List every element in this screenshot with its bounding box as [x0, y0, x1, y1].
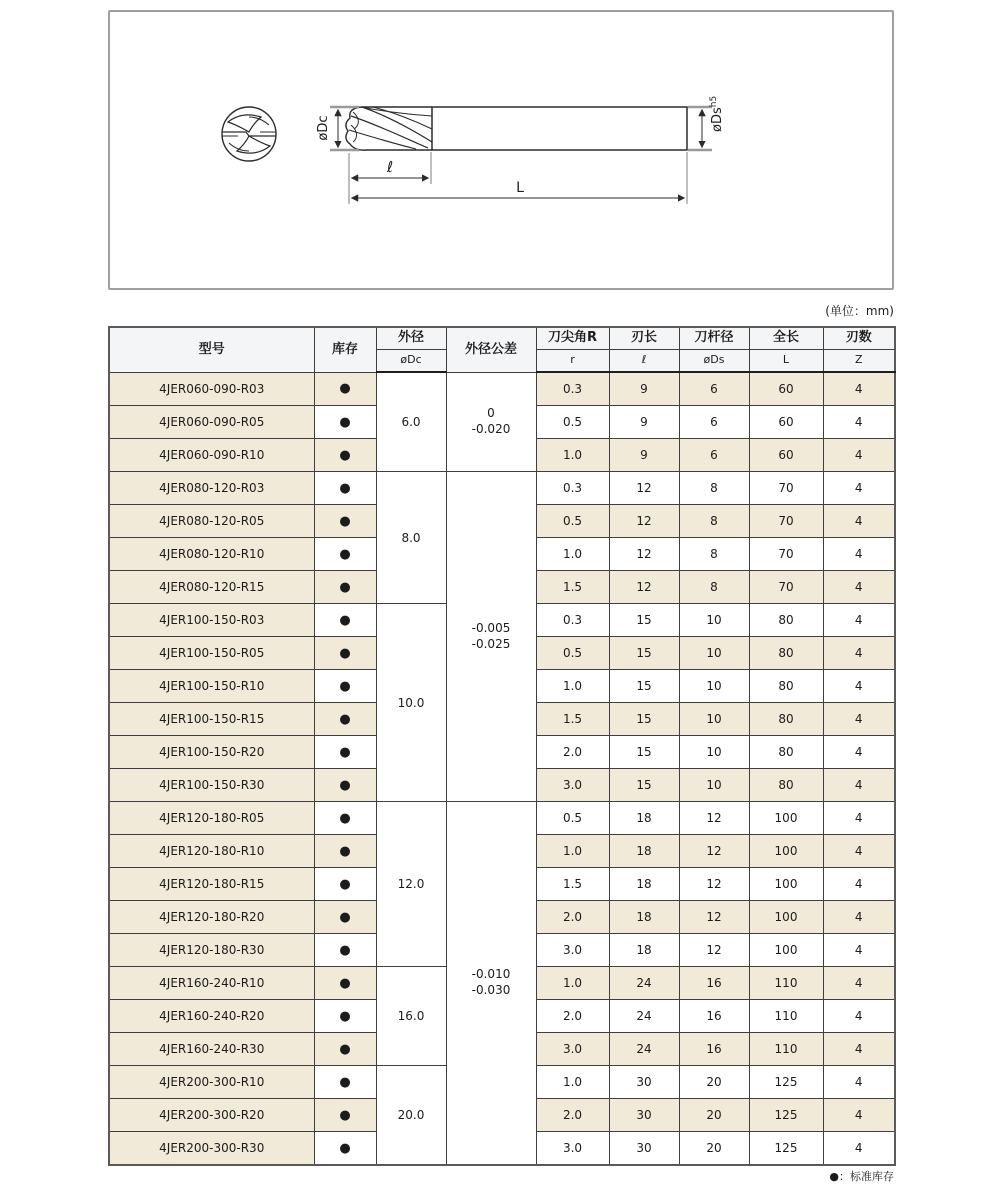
tolerance-lower: -0.030: [471, 983, 511, 997]
shank-dia-cell: 12: [679, 835, 749, 868]
model-cell: 4JER200-300-R20: [109, 1099, 314, 1132]
stock-dot: ●: [314, 637, 376, 670]
overall-length-cell: 125: [749, 1066, 823, 1099]
overall-length-cell: 70: [749, 505, 823, 538]
tolerance-lower: -0.025: [471, 636, 511, 651]
corner-radius-cell: 3.0: [536, 1132, 609, 1166]
flute-length-cell: 15: [609, 637, 679, 670]
tolerance-cell: [446, 472, 536, 802]
corner-radius-cell: 1.5: [536, 703, 609, 736]
shank-dia-cell: 8: [679, 505, 749, 538]
flute-length-cell: 15: [609, 769, 679, 802]
model-cell: 4JER100-150-R30: [109, 769, 314, 802]
stock-dot: ●: [314, 703, 376, 736]
flute-length-cell: 18: [609, 934, 679, 967]
overall-length-cell: 110: [749, 1033, 823, 1066]
corner-radius-cell: 2.0: [536, 901, 609, 934]
flutes-cell: 4: [823, 1099, 895, 1132]
col-subheader-od: øDc: [376, 350, 446, 373]
corner-radius-cell: 2.0: [536, 1000, 609, 1033]
flutes-cell: 4: [823, 472, 895, 505]
overall-length-cell: 60: [749, 372, 823, 406]
shank-dia-cell: 6: [679, 372, 749, 406]
model-cell: 4JER200-300-R30: [109, 1132, 314, 1166]
model-cell: 4JER080-120-R15: [109, 571, 314, 604]
shank-dia-cell: 12: [679, 802, 749, 835]
flute-length-cell: 15: [609, 670, 679, 703]
shank-dia-cell: 8: [679, 538, 749, 571]
flutes-cell: 4: [823, 736, 895, 769]
flutes-cell: 4: [823, 1000, 895, 1033]
overall-length-cell: 80: [749, 703, 823, 736]
shank-dia-cell: 6: [679, 439, 749, 472]
flutes-cell: 4: [823, 835, 895, 868]
corner-radius-cell: 0.5: [536, 637, 609, 670]
flutes-cell: 4: [823, 802, 895, 835]
model-cell: 4JER100-150-R15: [109, 703, 314, 736]
flute-length-cell: 12: [609, 505, 679, 538]
corner-radius-cell: 1.0: [536, 835, 609, 868]
flutes-cell: 4: [823, 703, 895, 736]
shank-dia-label: øDs$^{h5}$: [709, 95, 725, 132]
overall-length-cell: 100: [749, 802, 823, 835]
flute-length-cell: 18: [609, 802, 679, 835]
col-header-model: 型号: [109, 327, 314, 372]
flutes-cell: 4: [823, 967, 895, 1000]
table-row: [109, 802, 895, 835]
model-cell: 4JER100-150-R03: [109, 604, 314, 637]
corner-radius-cell: 1.0: [536, 538, 609, 571]
shank-dia-cell: 10: [679, 736, 749, 769]
stock-dot: ●: [314, 1000, 376, 1033]
col-header-flutes: 刃数: [823, 327, 895, 350]
stock-dot: ●: [314, 868, 376, 901]
model-cell: 4JER120-180-R10: [109, 835, 314, 868]
shank-dia-cell: 8: [679, 571, 749, 604]
flutes-cell: 4: [823, 571, 895, 604]
flute-length-cell: 30: [609, 1066, 679, 1099]
overall-length-cell: 125: [749, 1132, 823, 1166]
model-cell: 4JER100-150-R05: [109, 637, 314, 670]
stock-dot: ●: [314, 670, 376, 703]
shank-dia-cell: 12: [679, 934, 749, 967]
end-view: [222, 107, 276, 161]
flutes-cell: 4: [823, 637, 895, 670]
shank-dia-cell: 6: [679, 406, 749, 439]
od-cell: 8.0: [376, 472, 446, 604]
flutes-cell: 4: [823, 372, 895, 406]
flutes-cell: 4: [823, 901, 895, 934]
flute-length-cell: 9: [609, 372, 679, 406]
flutes-cell: 4: [823, 1033, 895, 1066]
dc-dimension-label: øDc: [316, 115, 331, 141]
col-header-corner-radius: 刀尖角R: [536, 327, 609, 350]
flute-length-cell: 15: [609, 604, 679, 637]
stock-dot: ●: [314, 967, 376, 1000]
corner-radius-cell: 3.0: [536, 934, 609, 967]
flute-length-cell: 15: [609, 703, 679, 736]
shank-dia-cell: 10: [679, 670, 749, 703]
stock-dot: ●: [314, 934, 376, 967]
col-subheader-overall-length: L: [749, 350, 823, 373]
overall-length-cell: 60: [749, 439, 823, 472]
model-cell: 4JER100-150-R10: [109, 670, 314, 703]
col-subheader-flute-length: ℓ: [609, 350, 679, 373]
col-subheader-corner-radius: r: [536, 350, 609, 373]
corner-radius-cell: 1.5: [536, 571, 609, 604]
overall-length-cell: 110: [749, 967, 823, 1000]
stock-dot: ●: [314, 1099, 376, 1132]
flutes-cell: 4: [823, 934, 895, 967]
model-cell: 4JER160-240-R20: [109, 1000, 314, 1033]
flutes-cell: 4: [823, 439, 895, 472]
col-header-od: 外径: [376, 327, 446, 350]
col-header-stock: 库存: [314, 327, 376, 372]
overall-length-label: L: [516, 180, 524, 196]
col-header-tolerance: 外径公差: [446, 327, 536, 372]
corner-radius-cell: 0.5: [536, 802, 609, 835]
flutes-cell: 4: [823, 604, 895, 637]
flute-length-cell: 12: [609, 538, 679, 571]
model-cell: 4JER160-240-R10: [109, 967, 314, 1000]
table-body: [109, 372, 895, 1165]
corner-radius-cell: 1.0: [536, 670, 609, 703]
od-cell: 10.0: [376, 604, 446, 802]
od-cell: 20.0: [376, 1066, 446, 1166]
corner-radius-cell: 0.5: [536, 406, 609, 439]
flute-length-cell: 9: [609, 406, 679, 439]
overall-length-cell: 80: [749, 769, 823, 802]
stock-dot: ●: [314, 538, 376, 571]
corner-radius-cell: 1.0: [536, 967, 609, 1000]
overall-length-cell: 100: [749, 835, 823, 868]
overall-length-cell: 80: [749, 736, 823, 769]
stock-footnote: ●：标准库存: [829, 1170, 894, 1183]
flute-length-cell: 24: [609, 967, 679, 1000]
tolerance-lower: -0.020: [471, 421, 511, 436]
stock-dot: ●: [314, 901, 376, 934]
col-subheader-flutes: Z: [823, 350, 895, 373]
overall-length-cell: 80: [749, 604, 823, 637]
endmill-drawing: [110, 12, 892, 284]
tolerance-upper: -0.005: [471, 620, 511, 635]
table-row: [109, 372, 895, 406]
model-cell: 4JER080-120-R03: [109, 472, 314, 505]
dimension-shank-dia: [688, 96, 725, 150]
model-cell: 4JER060-090-R03: [109, 372, 314, 406]
col-subheader-shank-dia: øDs: [679, 350, 749, 373]
stock-dot: ●: [314, 1066, 376, 1099]
od-cell: 6.0: [376, 372, 446, 472]
overall-length-cell: 125: [749, 1099, 823, 1132]
stock-dot: ●: [314, 472, 376, 505]
flute-length-cell: 30: [609, 1132, 679, 1166]
side-view-flutes: [346, 107, 432, 150]
stock-dot: ●: [314, 439, 376, 472]
corner-radius-cell: 3.0: [536, 769, 609, 802]
stock-dot: ●: [314, 372, 376, 406]
tolerance-cell: [446, 372, 536, 472]
flutes-cell: 4: [823, 1132, 895, 1166]
corner-radius-cell: 1.0: [536, 1066, 609, 1099]
stock-dot: ●: [314, 769, 376, 802]
dimension-flute-length: [349, 152, 431, 204]
shank-dia-cell: 12: [679, 901, 749, 934]
model-cell: 4JER120-180-R05: [109, 802, 314, 835]
model-cell: 4JER080-120-R10: [109, 538, 314, 571]
col-header-shank-dia: 刀杆径: [679, 327, 749, 350]
stock-dot: ●: [314, 1132, 376, 1166]
corner-radius-cell: 1.5: [536, 868, 609, 901]
col-header-overall-length: 全长: [749, 327, 823, 350]
corner-radius-cell: 2.0: [536, 736, 609, 769]
tolerance-upper: 0: [487, 406, 495, 421]
stock-dot: ●: [314, 406, 376, 439]
flutes-cell: 4: [823, 505, 895, 538]
flute-length-cell: 18: [609, 835, 679, 868]
flute-length-cell: 9: [609, 439, 679, 472]
stock-dot: ●: [314, 736, 376, 769]
tolerance-cell: [446, 802, 536, 1166]
corner-radius-cell: 0.3: [536, 372, 609, 406]
flutes-cell: 4: [823, 769, 895, 802]
unit-note: (单位：mm): [825, 304, 894, 318]
model-cell: 4JER060-090-R05: [109, 406, 314, 439]
corner-radius-cell: 3.0: [536, 1033, 609, 1066]
overall-length-cell: 70: [749, 571, 823, 604]
shank-dia-cell: 16: [679, 967, 749, 1000]
flute-length-cell: 18: [609, 868, 679, 901]
flutes-cell: 4: [823, 670, 895, 703]
shank-dia-cell: 10: [679, 703, 749, 736]
stock-dot: ●: [314, 571, 376, 604]
overall-length-cell: 70: [749, 472, 823, 505]
overall-length-cell: 60: [749, 406, 823, 439]
stock-dot: ●: [314, 802, 376, 835]
flute-length-cell: 12: [609, 472, 679, 505]
table-header: [109, 327, 895, 372]
flute-length-cell: 24: [609, 1033, 679, 1066]
side-view-shank: [432, 107, 687, 150]
shank-dia-cell: 8: [679, 472, 749, 505]
stock-dot: ●: [314, 604, 376, 637]
flute-length-cell: 12: [609, 571, 679, 604]
flutes-cell: 4: [823, 868, 895, 901]
model-cell: 4JER080-120-R05: [109, 505, 314, 538]
flutes-cell: 4: [823, 538, 895, 571]
model-cell: 4JER060-090-R10: [109, 439, 314, 472]
od-cell: 12.0: [376, 802, 446, 967]
model-cell: 4JER120-180-R30: [109, 934, 314, 967]
overall-length-cell: 100: [749, 901, 823, 934]
shank-dia-cell: 10: [679, 769, 749, 802]
table-row: [109, 472, 895, 505]
shank-dia-cell: 10: [679, 604, 749, 637]
flute-length-cell: 24: [609, 1000, 679, 1033]
shank-dia-cell: 10: [679, 637, 749, 670]
model-cell: 4JER120-180-R15: [109, 868, 314, 901]
overall-length-cell: 80: [749, 670, 823, 703]
corner-radius-cell: 1.0: [536, 439, 609, 472]
tolerance-upper: -0.010: [471, 967, 511, 982]
flutes-cell: 4: [823, 406, 895, 439]
overall-length-cell: 100: [749, 868, 823, 901]
stock-dot: ●: [314, 505, 376, 538]
flute-length-label: ℓ: [386, 158, 394, 176]
corner-radius-cell: 0.3: [536, 472, 609, 505]
model-cell: 4JER200-300-R10: [109, 1066, 314, 1099]
overall-length-cell: 110: [749, 1000, 823, 1033]
flute-length-cell: 30: [609, 1099, 679, 1132]
stock-dot: ●: [314, 1033, 376, 1066]
flutes-cell: 4: [823, 1066, 895, 1099]
shank-dia-cell: 16: [679, 1000, 749, 1033]
overall-length-cell: 100: [749, 934, 823, 967]
shank-dia-cell: 12: [679, 868, 749, 901]
flute-length-cell: 15: [609, 736, 679, 769]
model-cell: 4JER160-240-R30: [109, 1033, 314, 1066]
corner-radius-cell: 2.0: [536, 1099, 609, 1132]
od-cell: 16.0: [376, 967, 446, 1066]
shank-dia-cell: 16: [679, 1033, 749, 1066]
spec-table: [108, 326, 896, 1166]
technical-drawing-panel: [108, 10, 894, 290]
stock-dot: ●: [314, 835, 376, 868]
flute-length-cell: 18: [609, 901, 679, 934]
corner-radius-cell: 0.3: [536, 604, 609, 637]
shank-dia-cell: 20: [679, 1099, 749, 1132]
overall-length-cell: 70: [749, 538, 823, 571]
model-cell: 4JER100-150-R20: [109, 736, 314, 769]
shank-dia-cell: 20: [679, 1066, 749, 1099]
shank-dia-cell: 20: [679, 1132, 749, 1166]
model-cell: 4JER120-180-R20: [109, 901, 314, 934]
corner-radius-cell: 0.5: [536, 505, 609, 538]
overall-length-cell: 80: [749, 637, 823, 670]
col-header-flute-length: 刃长: [609, 327, 679, 350]
